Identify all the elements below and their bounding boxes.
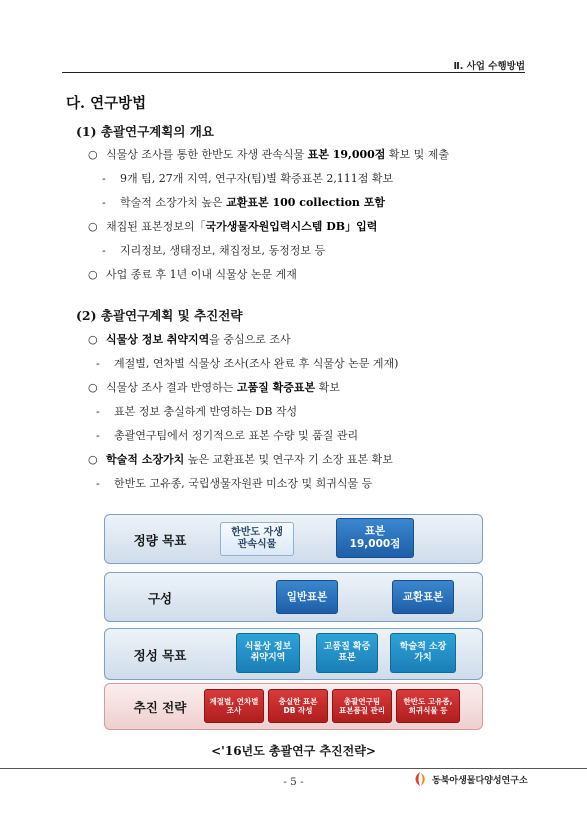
item-text-tail: 확보: [315, 381, 340, 394]
item-text: 학술적 소장가치 높은: [120, 196, 227, 209]
institute-logo: [412, 770, 528, 788]
header-section: Ⅱ. 사업 수행방법: [453, 61, 525, 72]
item-text: 식물상 조사를 통한 한반도 자생 관속식물: [106, 148, 308, 161]
footer-divider: [0, 768, 587, 769]
row-label-quantitative: 정량 목표: [133, 533, 187, 548]
item-text: 식물상 조사 결과 반영하는: [106, 381, 237, 394]
box-seasonal-survey: 계절별, 연차별 조사: [204, 689, 264, 723]
item-emphasis: 국가생물자원입력시스템 DB」입력: [205, 220, 378, 233]
part1-item: [102, 242, 325, 258]
box-db-build: 충실한 표본 DB 작성: [268, 689, 328, 723]
bullet-marker: ○: [88, 453, 98, 466]
row-label-strategy: 추진 전략: [133, 700, 187, 715]
box-endemic-rare: 한반도 고유종, 희귀식물 등: [396, 689, 460, 723]
diagram-caption: <'16년도 총괄연구 추진전략>: [211, 744, 376, 758]
part1-item: [102, 170, 393, 186]
part2-heading: (2) 총괄연구계획 및 추진전략: [76, 308, 243, 323]
part2-item: [96, 475, 372, 491]
page-number: - 5 -: [283, 776, 304, 788]
bullet-marker: ○: [88, 333, 98, 346]
bullet-marker: ○: [88, 268, 98, 281]
bullet-marker: -: [102, 196, 106, 209]
item-emphasis: 고품질 확증표본: [236, 381, 316, 394]
institute-name: 동북아생물다양성연구소: [432, 775, 528, 786]
part2-item: [96, 403, 297, 419]
item-text: 지리정보, 생태정보, 채집정보, 동정정보 등: [120, 244, 326, 257]
row-label-qualitative: 정성 목표: [133, 648, 187, 663]
bullet-marker: -: [96, 405, 100, 418]
part1-item: [88, 218, 377, 234]
bullet-marker: -: [102, 172, 106, 185]
box-weak-region: 식물상 정보 취약지역: [236, 633, 300, 673]
box-specimen-target: 표본 19,000점: [336, 518, 414, 558]
header-divider: [62, 72, 525, 73]
item-text: 총괄연구팀에서 정기적으로 표본 수량 및 품질 관리: [114, 429, 359, 442]
item-text-tail: 을 중심으로 조사: [209, 333, 291, 346]
box-general-specimen: 일반표본: [276, 580, 338, 614]
item-text: 표본 정보 충실하게 반영하는 DB 작성: [114, 405, 298, 418]
part1-heading: (1) 총괄연구계획의 개요: [76, 124, 214, 139]
item-text: 9개 팀, 27개 지역, 연구자(팀)별 확증표본 2,111점 확보: [120, 172, 394, 185]
item-text-tail: 높은 교환표본 및 연구자 기 소장 표본 확보: [184, 453, 393, 466]
strategy-diagram: [104, 514, 483, 728]
item-emphasis: 학술적 소장가치: [106, 453, 185, 466]
part1-item: [102, 194, 385, 210]
leaf-logo-icon: [412, 770, 428, 788]
item-emphasis: 식물상 정보 취약지역: [106, 333, 210, 346]
item-text: 사업 종료 후 1년 이내 식물상 논문 게재: [106, 268, 297, 281]
item-text-tail: 확보 및 제출: [385, 148, 450, 161]
box-native-plants: 한반도 자생 관속식물: [220, 522, 294, 556]
part2-item: [96, 355, 398, 371]
box-quality-control: 총괄연구팀 표본품질 관리: [332, 689, 392, 723]
box-academic-value: 학술적 소장 가치: [390, 633, 456, 673]
bullet-marker: -: [102, 244, 106, 257]
bullet-marker: ○: [88, 220, 98, 233]
box-quality-specimen: 고품질 확증 표본: [316, 633, 378, 673]
item-emphasis: 교환표본 100 collection 포함: [226, 196, 386, 209]
bullet-marker: -: [96, 357, 100, 370]
bullet-marker: -: [96, 477, 100, 490]
part2-item: [88, 331, 291, 347]
item-text: 한반도 고유종, 국립생물자원관 미소장 및 희귀식물 등: [114, 477, 373, 490]
part1-item: [88, 146, 449, 162]
part2-item: [96, 427, 358, 443]
bullet-marker: ○: [88, 148, 98, 161]
item-text: 계절별, 연차별 식물상 조사(조사 완료 후 식물상 논문 게재): [114, 357, 399, 370]
bullet-marker: ○: [88, 381, 98, 394]
part1-item: [88, 266, 297, 282]
box-exchange-specimen: 교환표본: [392, 580, 454, 614]
item-text: 채집된 표본정보의「: [106, 220, 206, 233]
item-emphasis: 표본 19,000점: [307, 148, 386, 161]
section-title: 다. 연구방법: [66, 95, 147, 112]
part2-item: [88, 379, 340, 395]
bullet-marker: -: [96, 429, 100, 442]
part2-item: [88, 451, 393, 467]
row-label-composition: 구성: [147, 591, 173, 606]
